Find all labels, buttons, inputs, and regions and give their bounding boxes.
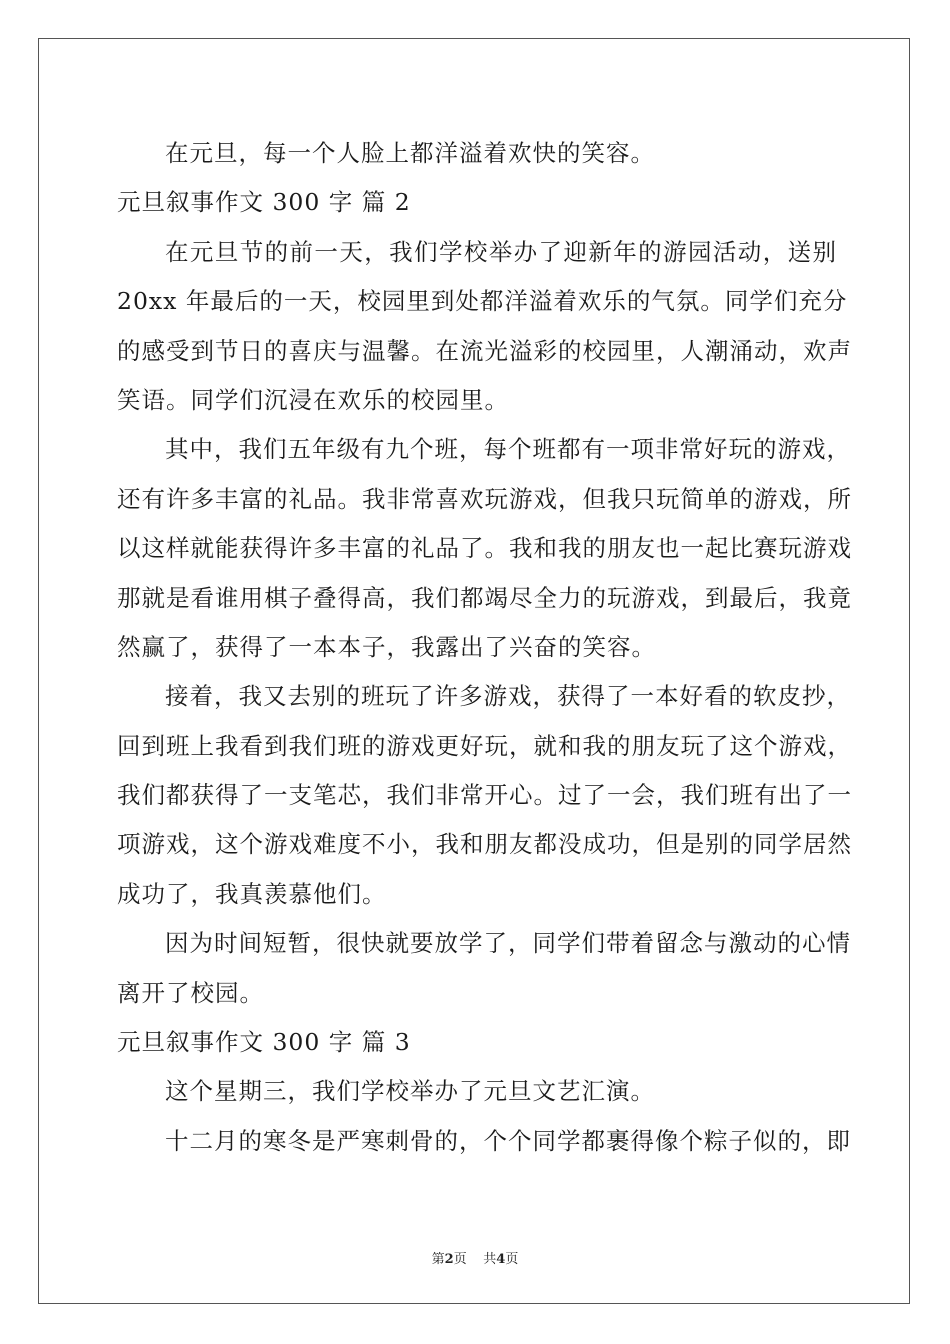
total-prefix: 共 (483, 1252, 497, 1267)
page-number: 2 (444, 1252, 454, 1267)
text-line: 笑语。同学们沉浸在欢乐的校园里。 (117, 385, 509, 414)
text-line: 这个星期三，我们学校举办了元旦文艺汇演。 (165, 1077, 655, 1106)
text-line: 项游戏，这个游戏难度不小，我和朋友都没成功，但是别的同学居然 (117, 830, 852, 859)
text-line: 离开了校园。 (117, 978, 264, 1007)
text-line: 接着，我又去别的班玩了许多游戏，获得了一本好看的软皮抄， (165, 682, 851, 711)
text-line: 十二月的寒冬是严寒刺骨的，个个同学都裹得像个粽子似的，即 (165, 1126, 851, 1155)
document-body (117, 129, 852, 1166)
text-line: 因为时间短暂，很快就要放学了，同学们带着留念与激动的心情 (165, 929, 851, 958)
text-line: 20xx 年最后的一天，校园里到处都洋溢着欢乐的气氛。同学们充分 (117, 287, 848, 316)
text-line: 在元旦节的前一天，我们学校举办了迎新年的游园活动，送别 (165, 237, 837, 266)
page-suffix: 页 (453, 1252, 467, 1267)
text-line: 然赢了，获得了一本本子，我露出了兴奋的笑容。 (117, 632, 656, 661)
total-suffix: 页 (505, 1252, 519, 1267)
total-pages: 4 (496, 1252, 506, 1267)
section-heading: 元旦叙事作文 300 字 篇 2 (117, 188, 411, 217)
text-line: 回到班上我看到我们班的游戏更好玩，就和我的朋友玩了这个游戏， (117, 731, 852, 760)
text-line: 成功了，我真羡慕他们。 (117, 879, 387, 908)
text-line: 以这样就能获得许多丰富的礼品了。我和我的朋友也一起比赛玩游戏 (117, 534, 852, 563)
text-line: 我们都获得了一支笔芯，我们非常开心。过了一会，我们班有出了一 (117, 781, 852, 810)
section-heading: 元旦叙事作文 300 字 篇 3 (117, 1028, 411, 1057)
page-footer (0, 1248, 950, 1267)
text-line: 那就是看谁用棋子叠得高，我们都竭尽全力的玩游戏，到最后，我竟 (117, 583, 852, 612)
text-line: 在元旦，每一个人脸上都洋溢着欢快的笑容。 (165, 139, 655, 167)
text-line: 其中，我们五年级有九个班，每个班都有一项非常好玩的游戏， (165, 435, 851, 464)
text-line: 的感受到节日的喜庆与温馨。在流光溢彩的校园里，人潮涌动，欢声 (117, 336, 852, 365)
text-line: 还有许多丰富的礼品。我非常喜欢玩游戏，但我只玩简单的游戏，所 (117, 484, 852, 513)
page-prefix: 第 (431, 1252, 445, 1267)
